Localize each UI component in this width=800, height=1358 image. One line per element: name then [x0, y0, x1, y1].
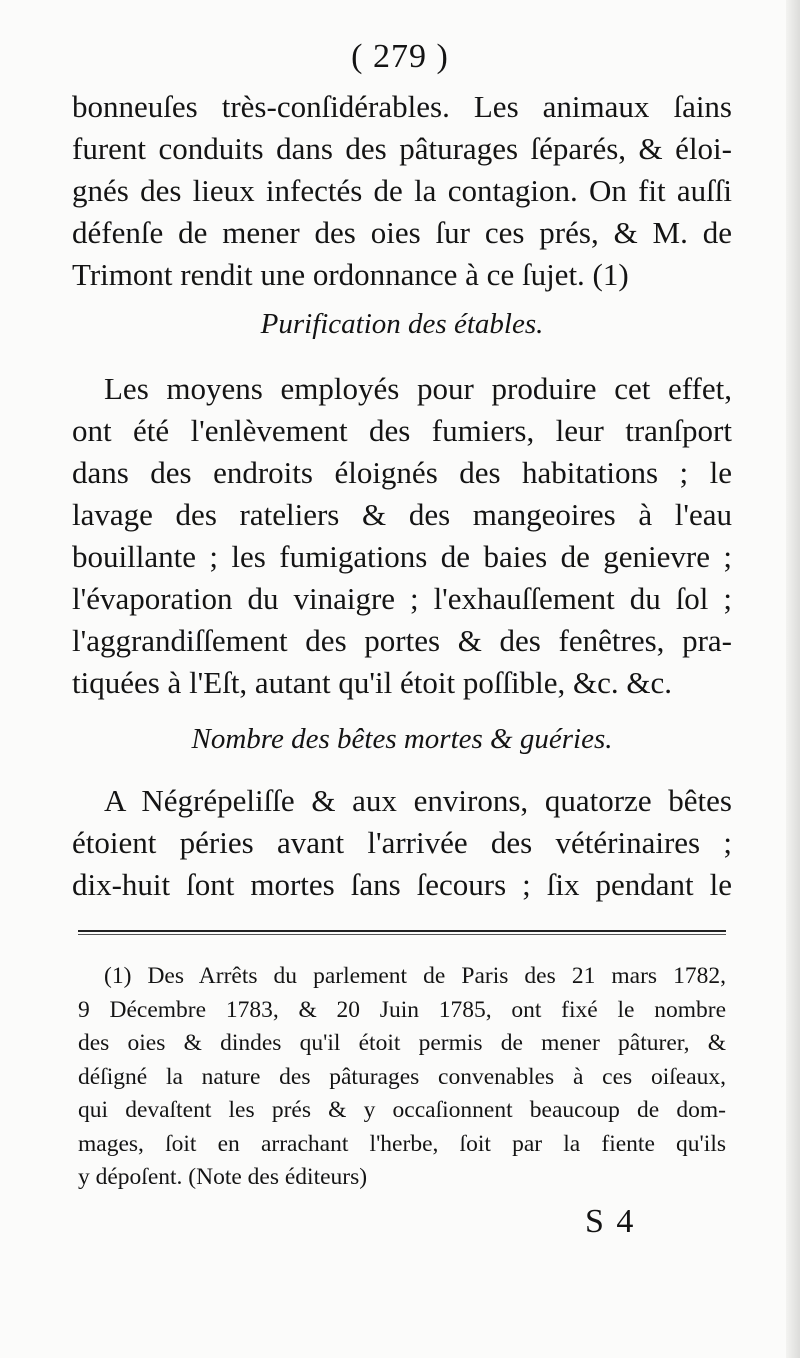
paragraph-purification — [72, 368, 732, 704]
footnote-line: déſigné la nature des pâturages convenables à ces oiſeaux, — [78, 1063, 726, 1090]
section-heading-purification: Purification des étables. — [260, 308, 544, 340]
section-heading-animal-count: Nombre des bêtes mortes & guéries. — [191, 723, 613, 755]
text-line: Trimont rendit une ordonnance à ce ſujet. (1) — [72, 257, 629, 292]
text-line: ont été l'enlèvement des fumiers, leur tranſport — [72, 413, 732, 448]
page-number: ( 279 ) — [351, 38, 449, 75]
text-line: dix-huit ſont mortes ſans ſecours ; ſix pendant le — [72, 867, 732, 902]
text-line: l'aggrandiſſement des portes & des fenêtres, pra- — [72, 623, 732, 658]
text-line: bouillante ; les fumigations de baies de genievre ; — [72, 539, 732, 574]
text-line: A Négrépeliſſe & aux environs, quatorze bêtes — [104, 783, 732, 818]
text-line: bonneuſes très-conſidérables. Les animaux ſains — [72, 89, 732, 124]
footnote-line: des oies & dindes qu'il étoit permis de mener pâturer, & — [78, 1030, 726, 1056]
footnote — [78, 960, 726, 1195]
printer-signature-mark: S 4 — [585, 1203, 636, 1240]
footnote-rule — [78, 930, 726, 935]
text-line: furent conduits dans des pâturages ſéparés, & éloi- — [72, 131, 732, 166]
text-line: l'évaporation du vinaigre ; l'exhauſſement du ſol ; — [72, 581, 732, 616]
text-line: étoient péries avant l'arrivée des vétérinaires ; — [72, 825, 732, 860]
text-line: gnés des lieux infectés de la contagion. On fit auſſi — [72, 173, 732, 208]
paragraph-animal-count — [72, 780, 732, 906]
text-line: lavage des rateliers & des mangeoires à l'eau — [72, 497, 732, 532]
text-line: défenſe de mener des oies ſur ces prés, & M. de — [72, 215, 732, 250]
footnote-line: 9 Décembre 1783, & 20 Juin 1785, ont fixé le nombre — [78, 996, 726, 1023]
text-line: tiquées à l'Eſt, autant qu'il étoit poſſible, &c. &c. — [72, 665, 673, 700]
footnote-line: qui devaſtent les prés & y occaſionnent beaucoup de dom- — [78, 1097, 726, 1123]
paragraph-contagion-measures — [72, 86, 732, 296]
footnote-line: y dépoſent. (Note des éditeurs) — [78, 1164, 368, 1190]
footnote-line: (1) Des Arrêts du parlement de Paris des 21 mars 1782, — [104, 963, 726, 989]
page-edge-shadow — [786, 0, 800, 1358]
text-line: dans des endroits éloignés des habitations ; le — [72, 455, 732, 490]
footnote-line: mages, ſoit en arrachant l'herbe, ſoit par la fiente qu'ils — [78, 1130, 726, 1157]
text-line: Les moyens employés pour produire cet effet, — [104, 371, 732, 406]
